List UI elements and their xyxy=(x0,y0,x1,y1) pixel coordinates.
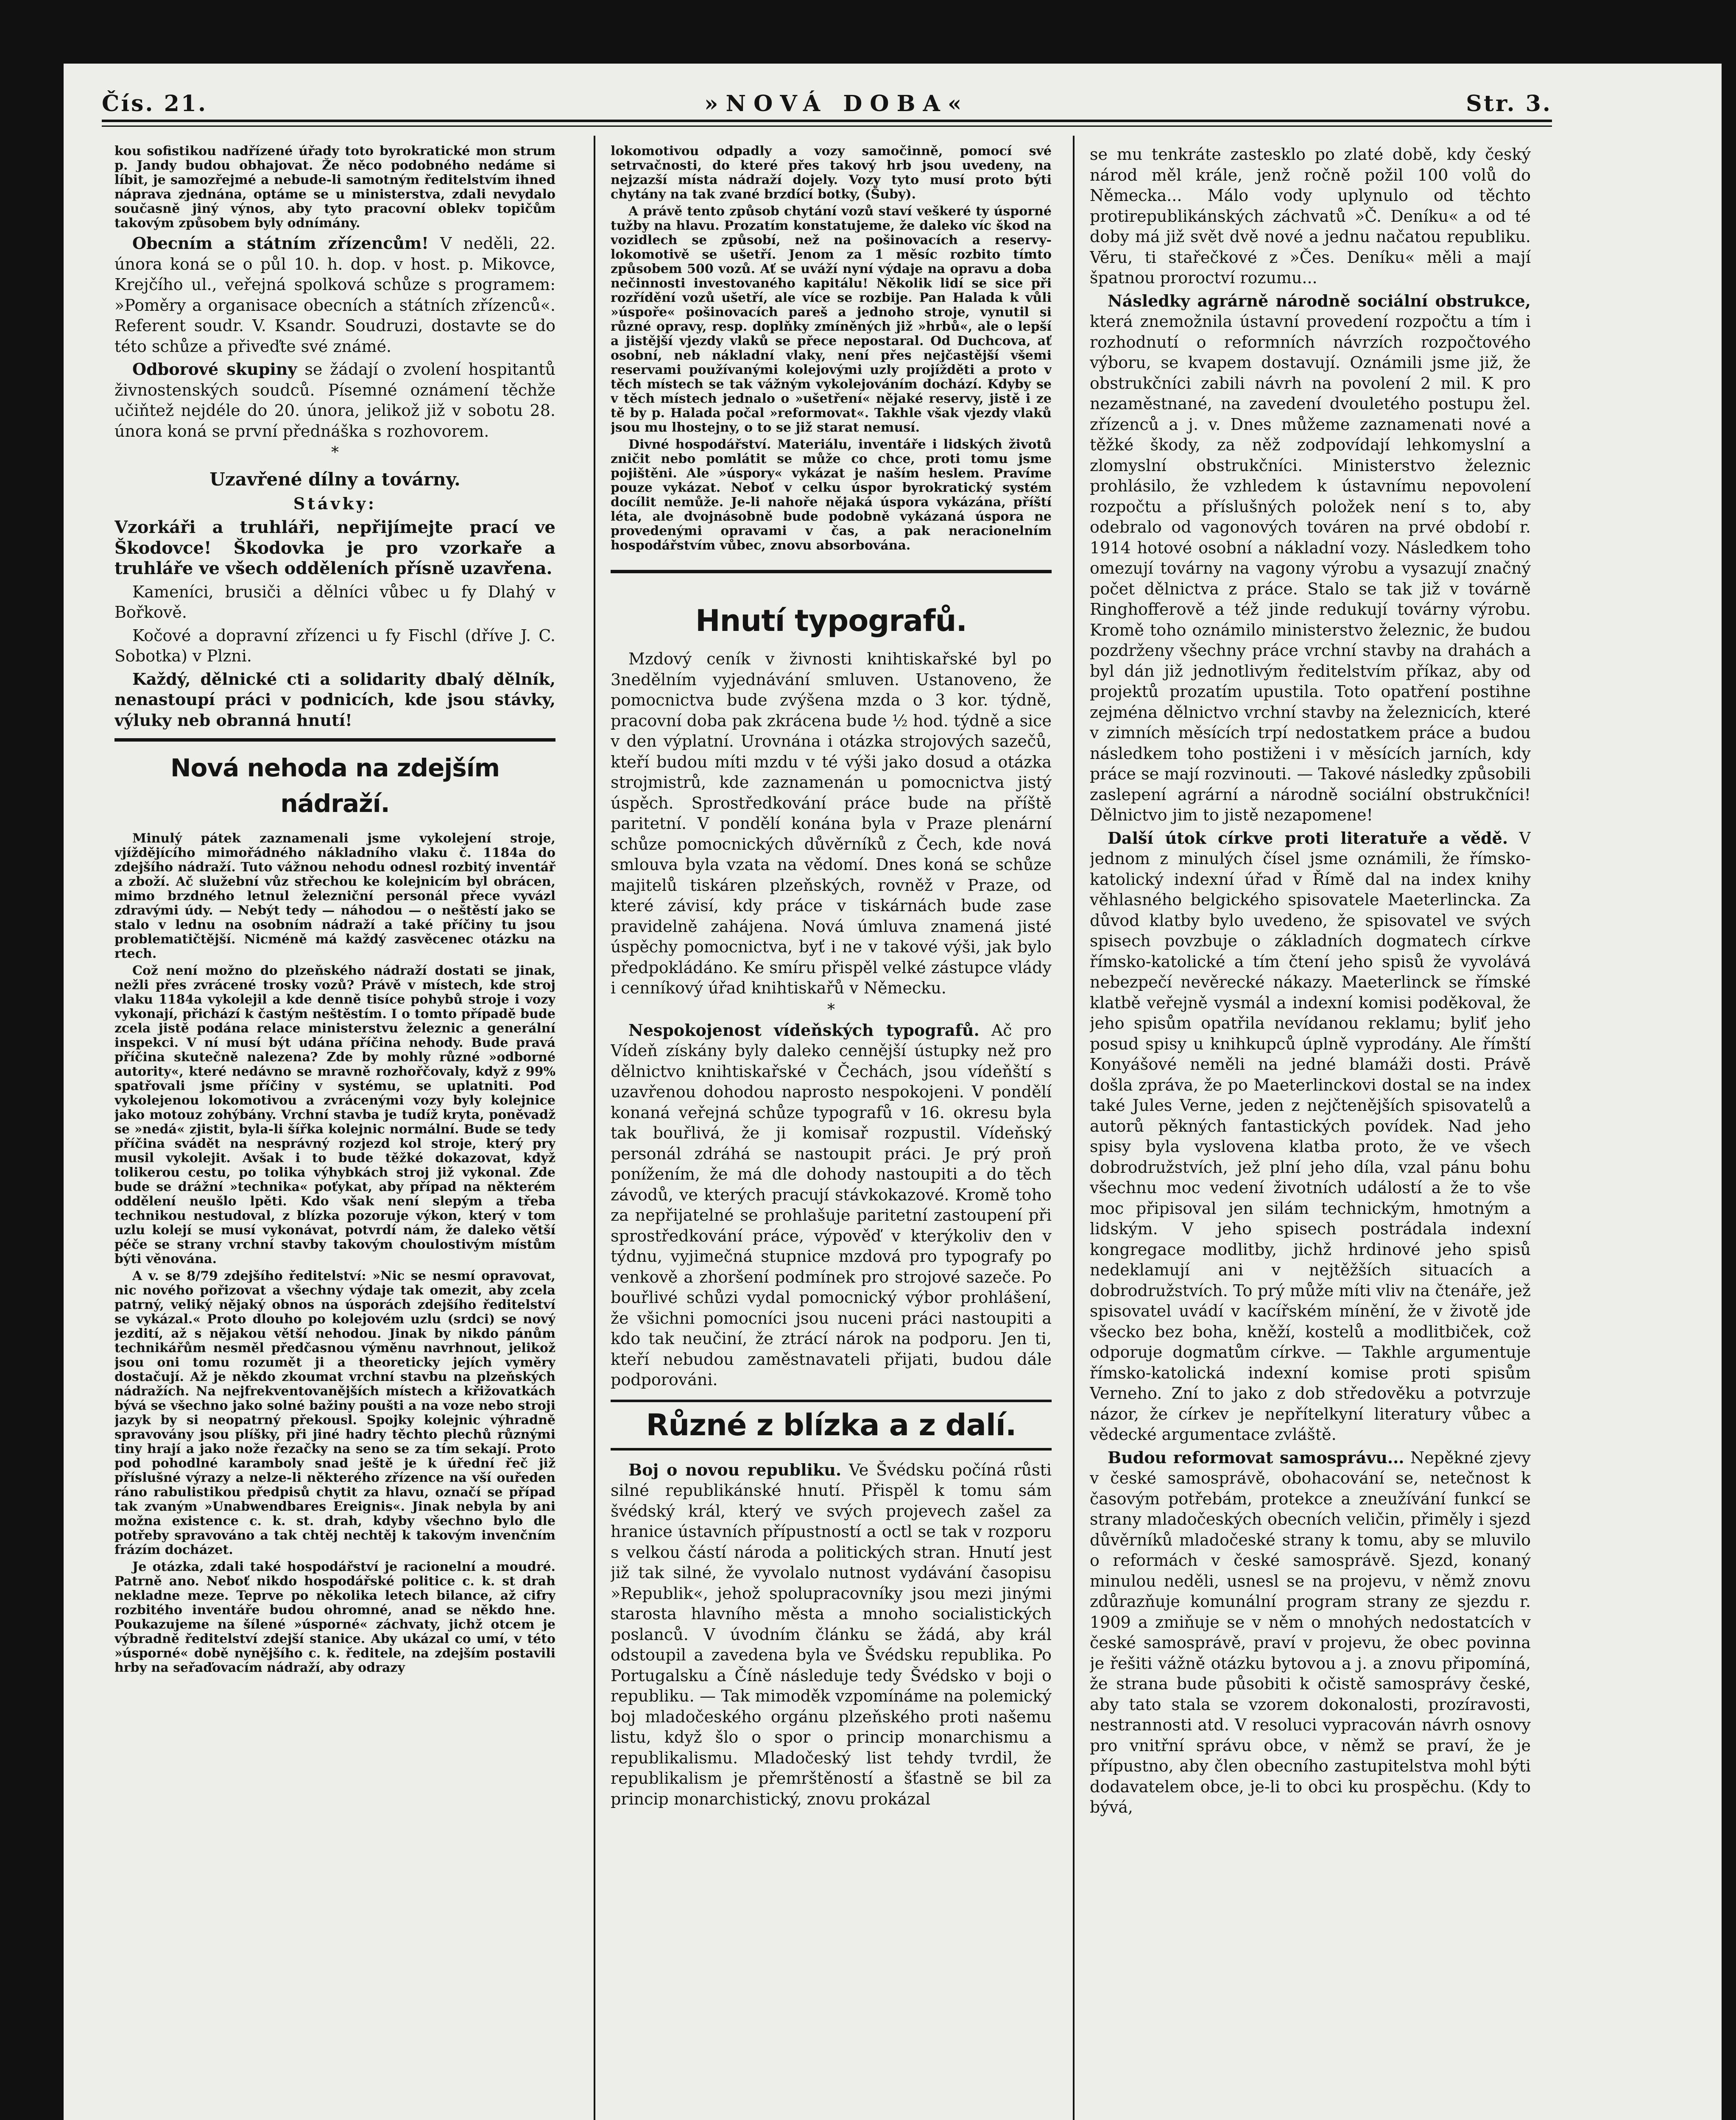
issue-number: Čís. 21. xyxy=(102,91,208,117)
article-paragraph: Je otázka, zdali také hospodářství je racionelní a moudré. Patrně ano. Neboť nikdo hospodářské politice c. k. st drah nekladne meze. Teprve po několika letech bilance, až cifry rozbitého inventáře budou ohromné, anad se někdo hne. Poukazujeme na šílené »úsporné« záchvaty, jichž otcem je výbradně ředitelství zdejší stanice. Aby ukázal co umí, v této »úsporné« době nynějšího c. k. ředitele, na zdejším postavili hrby na seřaďovacím nádraží, aby odrazy xyxy=(114,1559,555,1675)
article-paragraph xyxy=(611,1020,1052,1390)
notice-odborove xyxy=(114,359,555,441)
section-heading-stavky: Stávky: xyxy=(293,494,377,513)
paragraph-heading: Nespokojenost vídeňských typografů. xyxy=(628,1020,980,1040)
article-continuation: kou sofistikou nadřízené úřady toto byrokratické mon strum p. Jandy budou obhajovat. Že něco podobného nedáme si líbit, je samozřejmé a nebude-li samotným ředitelstvím ihned náprava zjednána, optáme se u ministerstva, zdali nevydalo současně jiný výnos, aby tyto pracovní oblekv topičům takovým způsobem byly odnímány. xyxy=(114,144,555,231)
article-paragraph xyxy=(1090,828,1531,1445)
article-paragraph: Minulý pátek zaznamenali jsme vykolejení stroje, vjíždějícího mimořádného nákladního vlaku č. 1184a do zdejšího nádraží. Tuto vážnou nehodu odnesl rozbitý inventář a zboží. Ač služební vůz střechou ke kolejnicím byl obrácen, mimo brzdného letnul železniční personál přece vyvázl zdravými údy. — Nebýt tedy — náhodou — o neštěstí jako se stalo v lednu na osobním nádraží a také příčiny tu jsou problematičtější. Nicméně má každý zasvěcenec otázku na rtech. xyxy=(114,831,555,961)
article-title-typografu: Hnutí typografů. xyxy=(695,603,967,638)
paragraph-body: V jednom z minulých čísel jsme oznámili, že římsko-katolický indexní úřad v Římě dal na index knihy věhlasného belgického spisovatele Maeterlincka. Za důvod klatby bylo uvedeno, že spisovatel ve svých spisech povzbuje o základních dogmatech církve římsko-katolické a tím čtení jeho spisů že vyvolává nebezpečí nevěrecké nákazy. Maeterlinck se římské klatbě veřejně vysmál a indexní komisi poděkoval, že jeho spisům opatřila nevídanou reklamu; byliť jeho posud spisy u knihkupců úplně vyprodány. Ale římští Konyášové neměli na jedné blamáži dosti. Právě došla zpráva, že po Maeterlinckovi dostal se na index také Jules Verne, jeden z nejčtenějších spisovatelů a autorů pěkných fantastických povídek. Nad jeho spisy byla vyslovena klatba proto, že ve všech dobrodružstvích, jež plní jeho díla, vzal pánu bohu všechnu moc vedení životních událostí a že to vše moc připisoval jen silám technickým, hmotným a lidským. V jeho spisech postrádala indexní kongregace modlitby, jichž hrdinové jeho spisů nedeklamují ani v nejtěžších situacích a dobrodružstvích. To prý může míti vliv na čtenáře, jež spisovatel uvádí v kacířském mínění, že v životě jde všecko bez boha, kněží, kostelů a modlitbiček, což odporuje dogmatům církve. — Takhle argumentuje římsko-katolická indexní komise proti spisům Verneho. Zní to jako z dob středověku a potvrzuje názor, že církev je nepřítelkyní literatury vůbec a vědecké argumentace zvláště. xyxy=(1090,828,1531,1444)
section-header-box xyxy=(611,1400,1052,1451)
notice-heading: Obecním a státním zřízencům! xyxy=(132,234,429,253)
article-continuation: se mu tenkráte zastesklo po zlaté době, kdy český národ měl krále, jenž ročně požil 100 volů do Německa... Málo vody uplynulo od těchto protirepublikánských záchvatů »Č. Deníku« a od té doby má již svět dvě nové a jednu načatou republiku. Věru, ti stařečkové z »Čes. Deníku« měli a mají špatnou proroctví rozumu... xyxy=(1090,145,1531,287)
article-paragraph: Mzdový ceník v živnosti knihtiskařské byl po 3nedělním vyjednávání smluven. Ustanoveno, že pomocnictva bude zvýšena mzda o 3 kor. týdně, pracovní doba pak zkrácena bude ½ hod. týdně a sice v den výplatní. Urovnána i otázka strojových sazečů, kteří budou míti mzdu v té výši jako dosud a otázka strojmistrů, kde zaznamenán u pomocnictva jistý úspěch. Sprostředkování práce bude na příště paritetní. V pondělí konána byla v Praze plenární schůze pomocnických důvěrníků z Čech, kde nová smlouva byla vzata na vědomí. Dnes koná se schůze majitelů tiskáren plzeňských, rovněž v Praze, od které závisí, kdy práce v tiskárnách bude zase pravidelně zahájena. Nová úmluva znamená jisté úspěchy pomocnictva, byť i ne v takové výši, jak bylo předpokládáno. Ke smíru přispěl velké zástupce vlády i cenníkový úřad knihtiskařů v Německu. xyxy=(611,650,1052,997)
strike-notice-kocove: Kočové a dopravní zřízenci u fy Fischl (dříve J. C. Sobotka) v Plzni. xyxy=(114,626,555,665)
strike-appeal: Každý, dělnické cti a solidarity dbalý dělník, nenastoupí práci v podnicích, kde jsou stávky, výluky neb obranná hnutí! xyxy=(114,669,555,730)
section-title-ruzne: Různé z blízka a z dalí. xyxy=(646,1407,1016,1442)
article-paragraph xyxy=(1090,291,1531,826)
strike-notice-vzorkari: Vzorkáři a truhláři, nepřijímejte prací ve Škodovce! Škodovka je pro vzorkaře a truhláře ve všech odděleních přísně uzavřena. xyxy=(114,517,555,578)
article-continuation: lokomotivou odpadly a vozy samočinně, pomocí své setrvačnosti, do které přes takový hrb jsou uvedeny, na nejzazší místa nádraží dojely. Vozy tyto musí proto býti chytány na tak zvané brzdící botky, (Šuby). xyxy=(611,144,1052,202)
paragraph-body: Ač pro Vídeň získány byly daleko cennější ústupky než pro dělnictvo knihtiskařské v Čechách, jsou vídeňští s uzavřenou dohodou naprosto nespokojeni. V pondělí konaná veřejná schůze typografů v 16. okresu byla tak bouřlivá, že ji komisař rozpustil. Vídeňský personál zdráhá se nastoupit práci. Je prý proň ponížením, že má dle dohody nastoupiti a do těch závodů, ve kterých pracují stávkokazové. Kromě toho za nepřijatelné se prohlašuje paritetní zastoupení při sprostředkování práce, výpověď v kterýkoliv den v týdnu, vyjimečná stupnice mzdová pro typografy po venkově a zhoršení podmínek pro strojové sazeče. Po bouřlivé schůzi vydal pomocnický výbor prohlášení, že všichni pomocníci jsou nuceni práci nastoupiti a kdo tak neučiní, že ztrácí nárok na podporu. Jen ti, kteří nebudou zaměstnavateli přijati, budou dále podporováni. xyxy=(611,1021,1052,1389)
paragraph-heading: Další útok církve proti literatuře a vědě. xyxy=(1108,828,1508,848)
notice-heading: Odborové skupiny xyxy=(132,360,297,379)
paragraph-body: která znemožnila ústavní provedení rozpočtu a tím i rozhodnutí o reformních návrzích rozpočtového výboru, se kvapem dostavují. Oznámili jsme již, že obstrukčníci zabili návrh na povolení 2 mil. K pro nezaměstnané, na zavedení dvouletého postupu žel. zřízenců a j. v. Dnes můžeme zaznamenati nové a těžké škody, za něž zodpovídají lehkomyslní a zlomyslní obstrukčníci. Ministerstvo železnic prohlásilo, že vzhledem k ústavnímu nepovolení rozpočtu a příslušných položek není s to, aby odebralo od vagonových továren na prvé období r. 1914 hotové osobní a nákladní vozy. Následkem toho omezují továrny na vagony výrobu a vysazují značný počet dělnictva z práce. Stalo se tak již v továrně Ringhofferově a též jinde redukují továrny výrobu. Kromě toho oznámilo ministerstvo železnic, že budou pozdrženy všechny práce vrchní stavby na drahách a byl dán již jednotlivým ředitelstvím příkaz, aby od projektů prozatím upustila. Toto opatření postihne zejména dělnictvo vrchní stavby na železnicích, které v zimních měsících trpí nedostatkem práce a budou následkem toho postiženi i v měsících jarních, kdy práce se mají rozvinouti. — Takové následky způsobili zaslepení agrární a národně sociální obstrukčníci! Dělnictvo jim to jistě nezapomene! xyxy=(1090,312,1531,824)
column-2 xyxy=(611,144,1052,2120)
article-paragraph: Což není možno do plzeňského nádraží dostati se jinak, nežli přes zvrácené trosky vozů? Právě v místech, kde stroj vlaku 1184a vykolejil a kde denně tisíce pohybů stroje i vozy vykonají, přichází k častým neštěstím. I o tomto případě bude zcela jistě podána relace ministerstvu železnic a generální inspekci. V ní musí být udána příčina nehody. Bude pravá příčina skutečně nalezena? Zde by mohly různé »odborné autority«, které nedávno se mravně rozhořčovaly, když z 99% spatřovali jsme příčiny v systému, se uplatniti. Pod vykolejenou lokomotivou a zvrácenými vozy byly kolejnice jako motouz zohýbány. Vrchní stavba je tudíž kryta, poněvadž se »nedá« zjistit, byla-li šířka kolejnic normální. Bude se tedy příčina svádět na nesprávný rozjezd kol stroje, který pry musil vykolejit. Avšak i to bude těžké dokazovat, když tolikerou cestu, po tolika výhybkách stroj již vykonal. Zde bude se drážní »technika« poťykat, aby případ na některém oddělení neušlo lpěti. Kdo však není slepým a třeba technikou nestudoval, z blízka pozoruje výkon, který v tom uzlu kolejí se musí vykonávat, potvrdí nám, že daleko větší péče se strany vrchní stavby takovým choulostivým místům býti věnována. xyxy=(114,963,555,1266)
article-paragraph: A v. se 8/79 zdejšího ředitelství: »Nic se nesmí opravovat, nic nového pořizovat a všechny výdaje tak omezit, aby zcela patrný, veliký nějaký obnos na úsporách zdejšího ředitelství se vykázal.« Proto dlouho po kolejovém uzlu (srdci) se nový jezdití, až s nějakou větší nehodou. Jinak by nikdo pánům technikářům nesměl předčasnou výměnu navrhnout, jelikož jsou oni tomu rozumět ji a theoreticky jejích vyměry dostačují. Až je někdo zkoumat vrchní stavbu na plzeňských nádražích. Na nejfrekventovanějších místech a křižovatkách bývá se všechno jako solné bažiny poušti a na voze nebo stroji jazyk by si neopatrný překousl. Spojky kolejnic výhradně spravovány jsou plíšky, při jiné hadry těchto plechů různými tiny hrají a jako nože řezačky na seno se za tím sekají. Proto pod pohodlné karamboly snad ještě je k úřední řeč již příslušné výrazy a nelze-li některého zřízence na vší ouředen ráno rabulistikou předpisů chytit za hlavu, označí se případ tak zvaným »Unabwendbares Ereignis«. Jinak nebyla by ani možna existence c. k. st. drah, kdyby všechno bylo dle potřeby spravováno a tak chtěj nechtěj k takovým invenčním frázím docházet. xyxy=(114,1269,555,1557)
paragraph-heading: Následky agrárně národně sociální obstrukce, xyxy=(1108,291,1531,310)
notice-body: V neděli, 22. února koná se o půl 10. h. dop. v host. p. Mikovce, Krejčího ul., veřejná spolková schůze s programem: »Poměry a organisace obecních a státních zřízenců«. Referent soudr. V. Ksandr. Soudruzi, dostavte se do této schůze a přiveďte své známé. xyxy=(114,234,555,356)
separator-star: * xyxy=(827,1001,835,1018)
paragraph-body: Ve Švédsku počíná růsti silné republikánské hnutí. Přispěl k tomu sám švédský král, který ve svých projevech zašel za hranice ústavních přípustností a octl se tak v rozporu s velkou částí národa a politických stran. Hnutí jest již tak silné, že vyvolalo nutnost vydávání časopisu »Republik«, jehož spolupracovníky jsou mezi jinými starosta hlavního města a mnoho socialistických poslanců. V úvodním článku se žádá, aby král odstoupil a zavedena byla ve Švédsku republika. Po Portugalsku a Číně následuje tedy Švédsko v boji o republiku. — Tak mimoděk vzpomínáme na polemický boj mladočeského orgánu plzeňského proti našemu listu, když šlo o spor o princip monarchismu a republikalismu. Mladočeský list tehdy tvrdil, že republikalism je přemrštěností a šťastně se bil za princip monarchistický, znovu prokázal xyxy=(611,1460,1052,1808)
section-rule xyxy=(611,570,1052,573)
article-paragraph: Divné hospodářství. Materiálu, inventáře i lidských životů zničit nebo pomlátit se může co chce, proti tomu jsme pojištěni. Ale »úspory« vykázat je naším heslem. Pravíme pouze vykázat. Neboť v celku úspor byrokratický systém docílit nemůže. Je-li nahoře nějaká úspora vykázána, příští léta, ale dvojnásobně bude podobně vykázaná úspora ne provedenými opravami v čas, a pak neracionelním hospodářstvím vůbec, znovu absorbována. xyxy=(611,437,1052,553)
article-paragraph xyxy=(1090,1448,1531,1818)
column-divider xyxy=(1073,136,1075,2120)
column-3 xyxy=(1090,144,1531,2120)
header-rule-thin xyxy=(102,126,1552,127)
notice-obecnim xyxy=(114,233,555,357)
article-title-nehoda: Nová nehoda na zdejším nádraží. xyxy=(170,753,500,818)
column-divider xyxy=(594,136,595,2120)
notice-body: se žádají o zvolení hospitantů živnostenských soudců. Písemné oznámení těchže učiňtež nejdéle do 20. února, jelikož již v sobotu 28. února koná se první přednáška s rozhovorem. xyxy=(114,360,555,441)
header-rule xyxy=(102,120,1552,122)
paragraph-body: Nepěkné zjevy v české samosprávě, obohacování se, netečnost k časovým potřebám, protekce a zneužívání funkcí se strany mladočeských obecních veličin, přiměly i sjezd důvěrníků mladočeské strany k tomu, aby se mluvilo o reformách v české samosprávě. Sjezd, konaný minulou neděli, usnesl se na projevu, v němž znovu zdůrazňuje komunální program strany ze sjezdu r. 1909 a zmiňuje se v něm o mnohých nedostatcích v české samosprávě, praví v projevu, že obec povinna je řešiti vážně otázku bytovou a j. a znovu připomíná, že strana bude působiti k očistě samosprávy české, aby tato stala se vzorem dokonalosti, prozíravosti, nestrannosti atd. V resoluci vypracován návrh osnovy pro vnitřní správu obce, v němž se praví, že je přípustno, aby člen obecního zastupitelstva mohl býti dodavatelem obce, je-li to obci ku prospěchu. (Kdy to bývá, xyxy=(1090,1448,1531,1816)
article-paragraph xyxy=(611,1460,1052,1810)
page-header xyxy=(102,87,1552,117)
section-heading-uzavrene: Uzavřené dílny a továrny. xyxy=(209,469,461,490)
separator-star: * xyxy=(331,444,339,461)
section-rule xyxy=(114,738,555,742)
newspaper-name: »NOVÁ DOBA« xyxy=(704,91,969,117)
paragraph-heading: Boj o novou republiku. xyxy=(628,1460,842,1479)
page-number: Str. 3. xyxy=(1466,91,1552,117)
strike-notice-kamenici: Kameníci, brusiči a dělníci vůbec u fy Dlahý v Bořkově. xyxy=(114,582,555,622)
column-1 xyxy=(114,144,555,2120)
article-paragraph: A právě tento způsob chytání vozů staví veškeré ty úsporné tužby na hlavu. Prozatím konstatujeme, že daleko víc škod na vozidlech se způsobí, než na pošinovacích a reservy-lokomotivě se ušetří. Jenom za 1 měsíc rozbito tímto způsobem 500 vozů. Ať se uváží nyní výdaje na opravu a doba nečinnosti investovaného kapitálu! Několik lidí se sice při rozřídění vozů ušetří, ale více se rozbije. Pan Halada k vůli »úspoře« pošinovacích pareš a jednoho stroje, vynutil si různé opravy, resp. doplňky zmíněných již »hrbů«, ale o lepší a jistější vjezdy vlaků se přece nepostaral. Od Duchcova, ať osobní, neb nákladní vlaky, není přes nejčastější všemi reservami používanými kolejovými uzly projížděti a proto v těch místech se tak vážným vykolejováním dochází. Kdyby se v těch místech jednalo o »ušetření« nějaké reservy, jistě i ze tě by p. Halada počal »reformovat«. Takhle však vjezdy vlaků jsou mu lhostejny, o to se již starat nemusí. xyxy=(611,204,1052,435)
paragraph-heading: Budou reformovat samosprávu... xyxy=(1108,1448,1404,1467)
